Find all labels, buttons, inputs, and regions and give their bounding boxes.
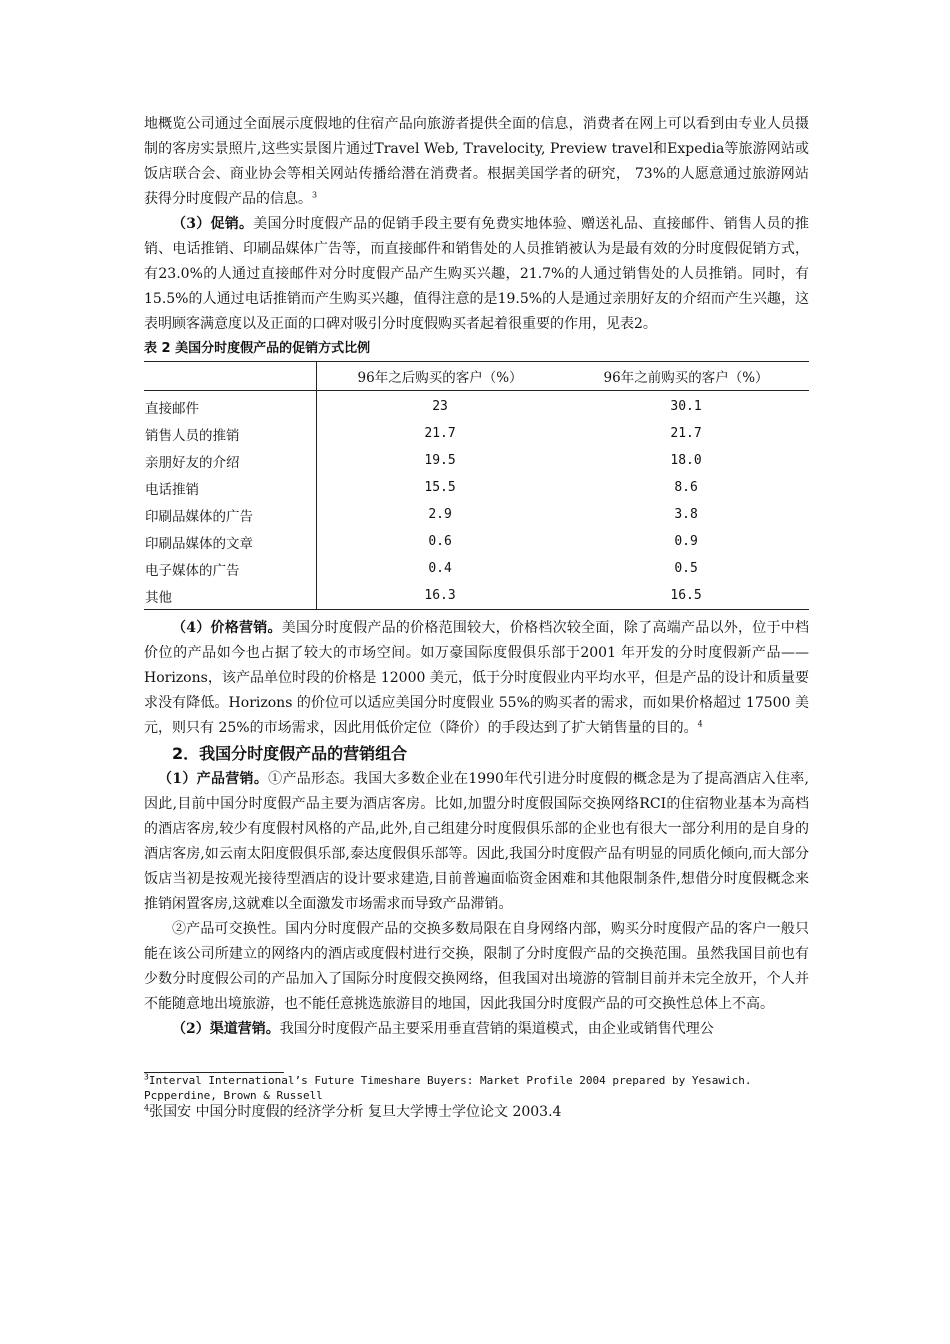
value-after-96: 21.7	[424, 426, 456, 441]
value-after-96: 2.9	[428, 507, 452, 522]
value-after-96: 19.5	[424, 453, 456, 468]
value-before-96: 0.5	[674, 561, 698, 576]
value-before-96: 0.9	[674, 534, 698, 549]
paragraph-exchangeability: ②产品可交换性。国内分时度假产品的交换多数局限在自身网络内部，购买分时度假产品的客户一般只能在该公司所建立的网络内的酒店或度假村进行交换，限制了分时度假产品的交换范围。虽然我国目前也有少数分时度假公司的产品加入了国际分时度假交换网络，但我国对出境游的管制目前并未完全放开，个人并不能随意地出境旅游，也不能任意挑选旅游目的地国，因此我国分时度假产品的可交换性总体上不高。	[144, 921, 809, 1012]
value-before-96: 16.5	[670, 588, 702, 603]
row-label: 销售人员的推销	[144, 420, 317, 447]
header-cell	[144, 362, 317, 391]
table-row	[144, 582, 809, 610]
table-header-row	[144, 362, 809, 391]
paragraph-product: （1）产品营销。①产品形态。我国大多数企业在1990年代引进分时度假的概念是为了提高酒店入住率,因此,目前中国分时度假产品主要为酒店客房。比如,加盟分时度假国际交换网络RCI的住宿物业基本为高档的酒店客房,较少有度假村风格的产品,此外,自己组建分时度假俱乐部的企业也有很大一部分利用的是自身的酒店客房,如云南太阳度假俱乐部,泰达度假俱乐部等。因此,我国分时度假产品有明显的同质化倾向,而大部分饭店当初是按观光接待型酒店的设计要求建造,目前普遍面临资金困难和其他限制条件,想借分时度假概念来推销闲置客房,这就难以全面激发市场需求而导致产品滞销。	[144, 771, 809, 912]
value-before-96: 8.6	[674, 480, 698, 495]
table-row	[144, 501, 809, 528]
value-before-96: 21.7	[670, 426, 702, 441]
value-after-96: 23	[432, 399, 448, 414]
value-after-96: 0.4	[428, 561, 452, 576]
header-cell: 96年之前购买的客户（%）	[563, 362, 809, 391]
row-label: 亲朋好友的介绍	[144, 447, 317, 474]
row-label: 电子媒体的广告	[144, 555, 317, 582]
table-row	[144, 555, 809, 582]
value-after-96: 15.5	[424, 480, 456, 495]
value-after-96: 0.6	[428, 534, 452, 549]
paragraph-promotion: （3）促销。美国分时度假产品的促销手段主要有免费实地体验、赠送礼品、直接邮件、销售人员的推销、电话推销、印刷品媒体广告等，而直接邮件和销售处的人员推销被认为是最有效的分时度假促销方式，有23.0%的人通过直接邮件对分时度假产品产生购买兴趣，21.7%的人通过销售处的人员推销。同时，有15.5%的人通过电话推销而产生购买兴趣，值得注意的是19.5%的人是通过亲朋好友的介绍而产生兴趣，这表明顾客满意度以及正面的口碑对吸引分时度假购买者起着很重要的作用，见表2。	[144, 216, 809, 332]
document-page	[144, 112, 809, 1121]
table-row	[144, 391, 809, 421]
row-label: 直接邮件	[144, 391, 317, 421]
header-cell: 96年之后购买的客户（%）	[317, 362, 564, 391]
value-before-96: 30.1	[670, 399, 702, 414]
section-label-channel: （2）渠道营销。	[172, 1021, 280, 1037]
table-row	[144, 420, 809, 447]
row-label: 印刷品媒体的广告	[144, 501, 317, 528]
paragraph-online-info: 地概览公司通过全面展示度假地的住宿产品向旅游者提供全面的信息，消费者在网上可以看到由专业人员摄制的客房实景照片,这些实景图片通过Travel Web, Travelocity, Preview travel和Expedia等旅游网站或饭店联合会、商业协会等相关网站传播给潜在消费者。根据美国学者的研究， 73%的人愿意通过旅游网站获得分时度假产品的信息。$^3$	[144, 116, 809, 207]
section-label-price: （4）价格营销。	[172, 620, 282, 636]
section-label-promotion: （3）促销。	[172, 216, 254, 232]
footnote-ref-4[interactable]: 4	[697, 719, 703, 729]
footnote-3: $^3$Interval International’s Future Timeshare Buyers: Market Profile 2004 prepared by Yesawich. Pcpperdine, Brown & Russell	[144, 1072, 752, 1102]
footnote-ref-3[interactable]: 3	[312, 190, 318, 200]
promotion-table	[144, 361, 809, 610]
table-row	[144, 474, 809, 501]
value-before-96: 18.0	[670, 453, 702, 468]
table-row	[144, 528, 809, 555]
table-row	[144, 447, 809, 474]
row-label: 电话推销	[144, 474, 317, 501]
table-caption: 表 2 美国分时度假产品的促销方式比例	[144, 341, 371, 356]
footnote-4: $^4$张国安 中国分时度假的经济学分析 复旦大学博士学位论文 2003.4	[144, 1103, 562, 1120]
row-label: 印刷品媒体的文章	[144, 528, 317, 555]
value-before-96: 3.8	[674, 507, 698, 522]
row-label: 其他	[144, 582, 317, 610]
value-after-96: 16.3	[424, 588, 456, 603]
section-heading: 2．我国分时度假产品的营销组合	[172, 744, 408, 763]
paragraph-price: （4）价格营销。美国分时度假产品的价格范围较大，价格档次较全面，除了高端产品以外，位于中档价位的产品如今也占据了较大的市场空间。如万豪国际度假俱乐部于2001 年开发的分时度假新产品——Horizons，该产品单位时段的价格是 12000 美元，低于分时度假业内平均水平，但是产品的设计和质量要求没有降低。Horizons 的价位可以适应美国分时度假业 55%的购买者的需求，而如果价格超过 17500 美元，则只有 25%的市场需求，因此用低价定位（降价）的手段达到了扩大销售量的目的。$^4$	[144, 620, 809, 736]
section-label-product: （1）产品营销。	[158, 771, 269, 787]
paragraph-channel: （2）渠道营销。我国分时度假产品主要采用垂直营销的渠道模式，由企业或销售代理公	[172, 1021, 714, 1037]
